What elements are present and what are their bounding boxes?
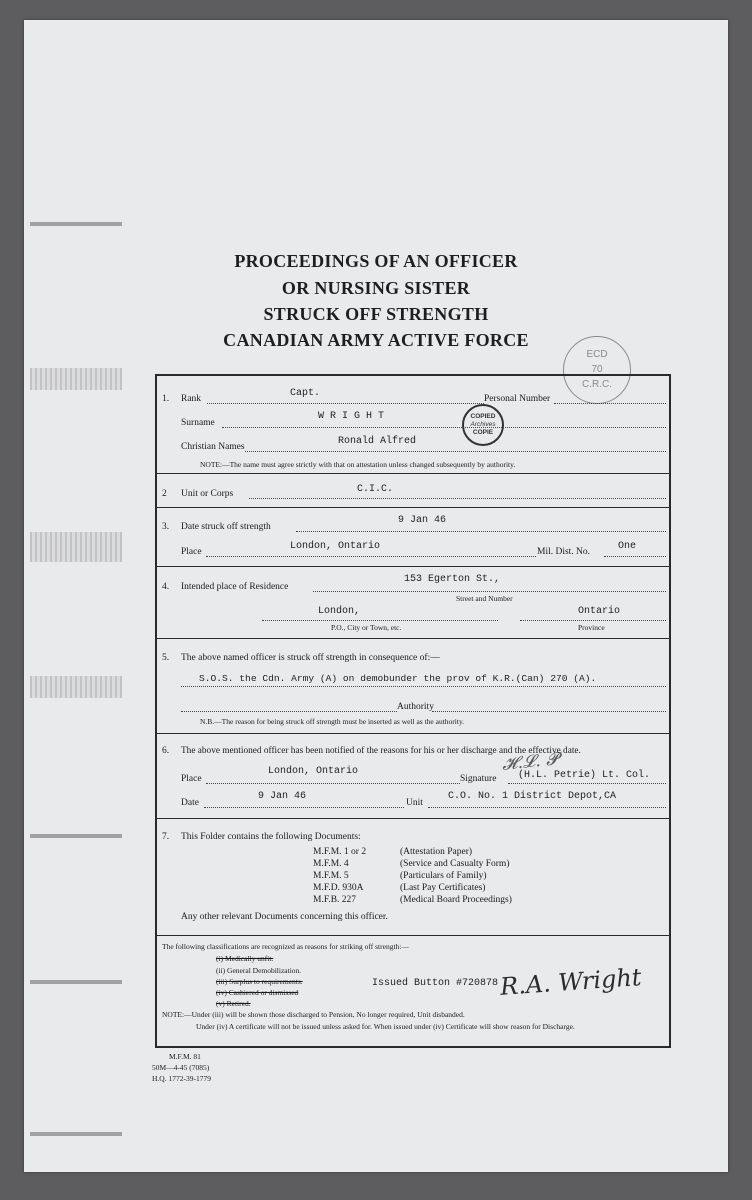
classification-item: (v) Retired. [216, 999, 251, 1008]
rank-value: Capt. [290, 388, 321, 399]
date-struck-off-value: 9 Jan 46 [398, 515, 447, 526]
street-value: 153 Egerton St., [404, 574, 501, 585]
hq-code: H.Q. 1772-39-1779 [152, 1074, 211, 1083]
document-desc: (Medical Board Proceedings) [400, 895, 512, 905]
authority-lead-line [181, 711, 397, 712]
section-divider [155, 818, 671, 819]
intended-residence-label: Intended place of Residence [181, 582, 289, 592]
classification-note-1: NOTE:—Under (iii) will be shown those discharged to Pension, No longer required, Unit disbanded. [162, 1010, 465, 1019]
notified-date-line [204, 807, 404, 808]
unit-value: C.O. No. 1 District Depot,CA [448, 791, 617, 802]
unit-line [428, 807, 666, 808]
authority-note: N.B.—The reason for being struck off strength must be inserted as well as the authority. [200, 717, 465, 726]
city-line [262, 620, 498, 621]
christian-names-value: Ronald Alfred [338, 436, 417, 447]
date-struck-off-line [296, 531, 666, 532]
classification-item: (iv) Cashiered or dismissed [216, 988, 299, 997]
notified-place-label: Place [181, 774, 202, 784]
province-value: Ontario [578, 606, 621, 617]
section-3-number: 3. [162, 522, 170, 532]
holder-signature: R.A. Wright [499, 963, 643, 1001]
form-title-line-2: OR NURSING SISTER [281, 278, 471, 298]
notified-date-label: Date [181, 798, 199, 808]
mil-dist-label: Mil. Dist. No. [537, 547, 591, 557]
province-caption: Province [578, 623, 605, 632]
scan-artifact [30, 834, 122, 838]
scan-artifact [30, 676, 122, 698]
section-4-number: 4. [162, 582, 170, 592]
place-label: Place [181, 547, 202, 557]
officer-signature: 𝓗.𝓛. 𝓟 [501, 749, 560, 775]
section-divider [155, 473, 671, 474]
notified-date-value: 9 Jan 46 [258, 791, 307, 802]
document-code: M.F.B. 227 [313, 895, 357, 905]
section-divider [155, 507, 671, 508]
classification-item: (i) Medically unfit. [216, 954, 274, 963]
signature-label: Signature [460, 774, 497, 784]
unit-label: Unit [406, 798, 423, 808]
name-note: NOTE:—The name must agree strictly with that on attestation unless changed subsequently by authority. [200, 460, 516, 469]
place-value: London, Ontario [290, 541, 381, 552]
surname-label: Surname [181, 418, 215, 428]
form-title-line-4: CANADIAN ARMY ACTIVE FORCE [223, 330, 529, 350]
signature-name-value: (H.L. Petrie) Lt. Col. [518, 770, 651, 781]
classification-item: (ii) General Demobilization. [216, 966, 302, 975]
document-code: M.F.D. 930A [313, 883, 364, 893]
place-line [206, 556, 536, 557]
copied-stamp-text: COPIED [470, 413, 496, 420]
christian-names-label: Christian Names [181, 442, 245, 452]
scan-artifact [30, 368, 122, 390]
document-desc: (Last Pay Certificates) [400, 883, 486, 893]
reason-value: S.O.S. the Cdn. Army (A) on demobunder the prov of K.R.(Can) 270 (A). [199, 673, 597, 684]
section-6-number: 6. [162, 746, 170, 756]
section-2-number: 2 [162, 489, 167, 499]
street-line [313, 591, 666, 592]
print-code: 50M—4-45 (7085) [152, 1063, 210, 1072]
unit-or-corps-label: Unit or Corps [181, 489, 234, 499]
document-desc: (Service and Casualty Form) [400, 859, 510, 869]
classifications-intro: The following classifications are recognized as reasons for striking off strength:— [162, 942, 409, 951]
reason-line [181, 686, 666, 687]
scan-artifact [30, 532, 122, 562]
signature-line [508, 783, 666, 784]
section-7-number: 7. [162, 832, 170, 842]
city-caption: P.O., City or Town, etc. [331, 623, 402, 632]
rank-label: Rank [181, 394, 202, 404]
issued-button-value: Issued Button #720878 [372, 978, 499, 989]
document-code: M.F.M. 1 or 2 [313, 847, 367, 857]
form-number: M.F.M. 81 [169, 1052, 201, 1061]
unit-or-corps-line [249, 498, 666, 499]
surname-value: W R I G H T [318, 411, 385, 422]
section-5-number: 5. [162, 653, 170, 663]
copied-stamp [462, 404, 504, 446]
scan-artifact [30, 1132, 122, 1136]
section-divider [155, 638, 671, 639]
notified-place-value: London, Ontario [268, 766, 359, 777]
personal-number-line [554, 403, 666, 404]
street-caption: Street and Number [456, 594, 513, 603]
scan-artifact [30, 222, 122, 226]
received-stamp-text: ECD [586, 349, 608, 360]
section-divider [155, 733, 671, 734]
form-title-line-3: STRUCK OFF STRENGTH [263, 304, 489, 324]
form-title-line-1: PROCEEDINGS OF AN OFFICER [234, 251, 518, 271]
notified-label: The above mentioned officer has been notified of the reasons for his or her discharge and the effective date. [181, 746, 581, 756]
mil-dist-value: One [618, 541, 637, 552]
document-code: M.F.M. 4 [313, 859, 349, 869]
copied-stamp-text: COPIE [472, 429, 494, 436]
date-struck-off-label: Date struck off strength [181, 522, 271, 532]
received-stamp-text: C.R.C. [582, 379, 612, 390]
city-value: London, [318, 606, 361, 617]
section-1-number: 1. [162, 394, 170, 404]
rank-line [207, 403, 484, 404]
section-divider [155, 566, 671, 567]
document-desc: (Attestation Paper) [400, 847, 473, 857]
received-stamp-text: 70 [591, 364, 603, 375]
classification-item: (iii) Surplus to requirements. [216, 977, 303, 986]
authority-line [432, 711, 666, 712]
section-divider [155, 935, 671, 936]
copied-stamp-text: Archives [470, 421, 496, 428]
christian-names-line [245, 451, 666, 452]
notified-place-line [206, 783, 460, 784]
surname-line [222, 427, 666, 428]
struck-off-reason-label: The above named officer is struck off strength in consequence of:— [181, 653, 440, 663]
classification-note-2: Under (iv) A certificate will not be issued unless asked for. When issued under (iv) Certificate will show reason for Discharge. [196, 1022, 575, 1031]
folder-documents-label: This Folder contains the following Documents: [181, 832, 361, 842]
mil-dist-line [604, 556, 666, 557]
province-line [520, 620, 666, 621]
other-documents-label: Any other relevant Documents concerning this officer. [181, 912, 388, 922]
authority-label: Authority [397, 702, 434, 712]
scan-artifact [30, 980, 122, 984]
document-code: M.F.M. 5 [313, 871, 349, 881]
document-desc: (Particulars of Family) [400, 871, 487, 881]
personal-number-label: Personal Number [484, 394, 551, 404]
unit-or-corps-value: C.I.C. [357, 484, 394, 495]
